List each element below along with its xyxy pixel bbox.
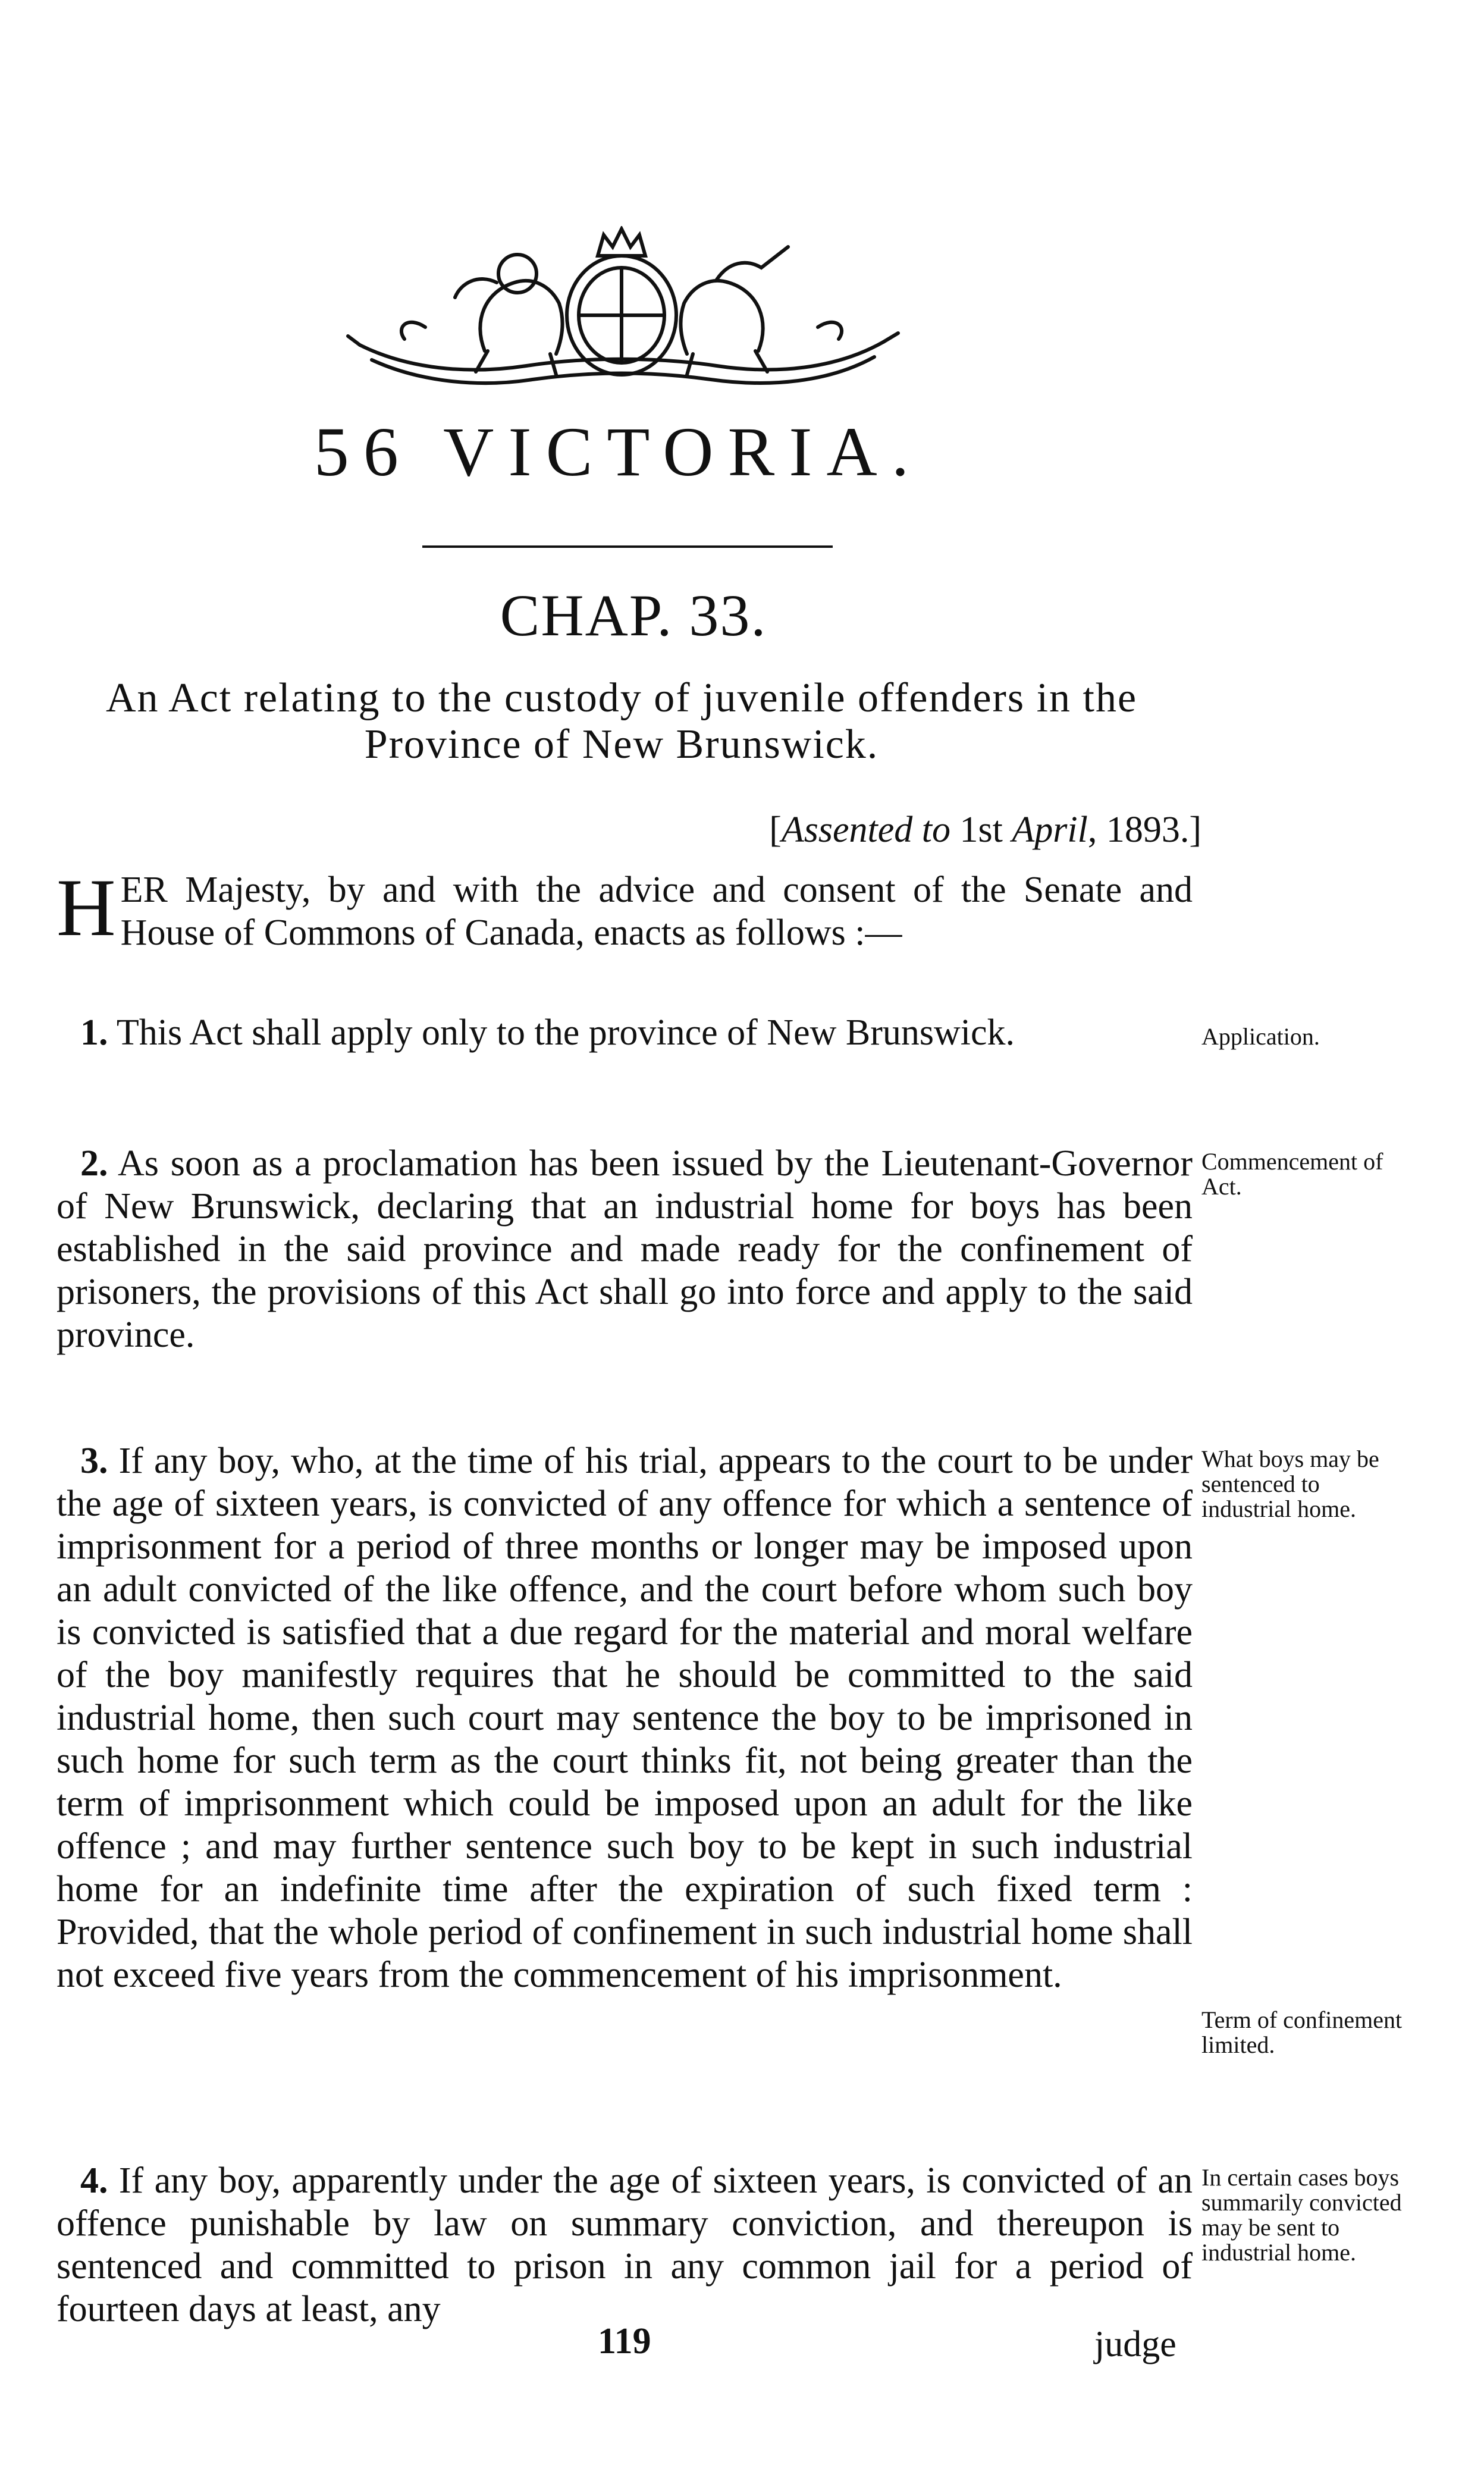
assent-label: Assented to [781, 810, 951, 850]
enacting-clause-text: ER Majesty, by and with the advice and consent of the Senate and House of Commons of Canada, enacts as follows :— [120, 870, 1193, 953]
dropcap-letter: H [57, 862, 116, 953]
chapter-number: CHAP. 33. [500, 582, 767, 648]
section-number: 2. [80, 1143, 108, 1184]
section-3 [57, 1439, 1193, 1996]
section-number: 3. [80, 1441, 108, 1481]
margin-note-application: Application. [1201, 1023, 1320, 1050]
section-text: If any boy, apparently under the age of sixteen years, is convicted of an offence punishable by law on summary conviction, and thereupon is sentenced and committed to prison in any common jail for a period of fourteen days at least, any [57, 2160, 1193, 2329]
act-title: An Act relating to the custody of juvenile offenders in the Province of New Brunswick. [105, 675, 1138, 767]
assent-date [769, 806, 1201, 854]
section-number: 1. [80, 1012, 108, 1053]
section-text: This Act shall apply only to the province of New Brunswick. [116, 1012, 1015, 1053]
royal-coat-of-arms-emblem [336, 226, 907, 404]
section-4 [57, 2159, 1193, 2331]
assent-prefix: [ [769, 810, 782, 850]
margin-note-what-boys: What boys may be sentenced to industrial home. [1201, 1445, 1379, 1522]
section-text: As soon as a proclamation has been issued by the Lieutenant-Governor of New Brunswick, declaring that an industrial home for boys has been established in the said province and made ready for the confinement of prisoners, the provisions of this Act shall go into force and apply to the said province. [57, 1143, 1193, 1355]
section-number: 4. [80, 2160, 108, 2201]
assent-month: April [1012, 810, 1088, 850]
margin-note-commencement: Commencement of Act. [1201, 1148, 1383, 1200]
page-number: 119 [598, 2321, 651, 2361]
section-text: If any boy, who, at the time of his trial, appears to the court to be under the age of sixteen years, is convicted of any offence for which a sentence of imprisonment for a period of three months or longer may be imposed upon an adult convicted of the like offence, and the court before whom such boy is convicted is satisfied that a due regard for the material and moral welfare of the boy manifestly requires that he should be committed to the said industrial home, then such court may sentence the boy to be imprisoned in such home for such term as the court thinks fit, not being greater than the term of imprisonment which could be imposed upon an adult for the like offence ; and may further sentence such boy to be kept in such industrial home for an indefinite time after the expiration of such fixed term : Provided, that the whole period of confinement in such industrial home shall not exceed five years from the commencement of his imprisonment. [57, 1441, 1193, 1995]
heading-divider [422, 545, 833, 548]
margin-note-term-limited: Term of confinement limited. [1201, 2006, 1403, 2058]
section-1 [57, 1011, 1193, 1054]
assent-day: 1st [959, 810, 1003, 850]
regnal-year-heading: 56 VICTORIA. [313, 413, 924, 491]
section-2 [57, 1142, 1193, 1356]
margin-note-certain-cases: In certain cases boys summarily convicted may be sent to industrial home. [1201, 2164, 1402, 2266]
enacting-clause [57, 862, 1193, 954]
catchword: judge [1094, 2324, 1176, 2364]
assent-year: , 1893.] [1087, 810, 1201, 850]
